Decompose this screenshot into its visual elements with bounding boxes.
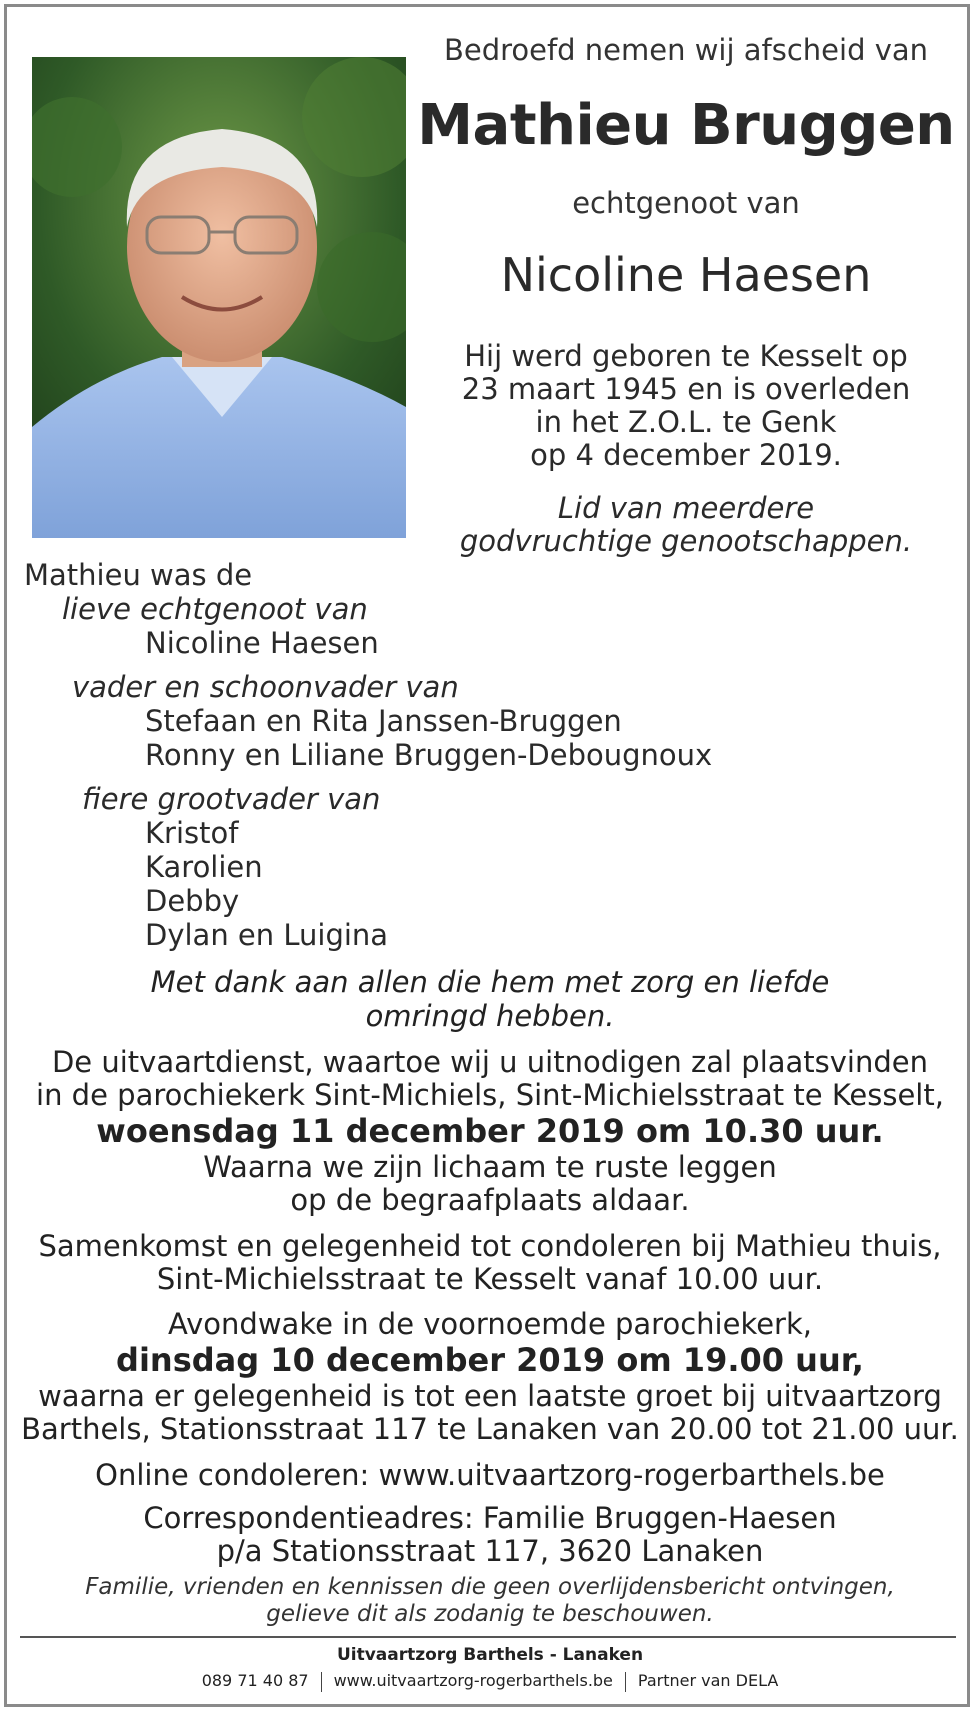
deceased-name: Mathieu Bruggen — [417, 93, 955, 158]
online-condolence: Online condoleren: www.uitvaartzorg-rogerbarthels.be — [95, 1458, 885, 1492]
separator — [321, 1672, 322, 1692]
portrait-photo — [32, 57, 406, 538]
bio-line: 23 maart 1945 en is overleden — [461, 372, 911, 406]
thanks-text — [20, 965, 960, 1033]
grandchild-entry: Kristof — [145, 816, 239, 850]
bio-line: Hij werd geboren te Kesselt op — [464, 339, 908, 373]
child-entry: Ronny en Liliane Bruggen-Debougnoux — [145, 738, 713, 772]
grandchildren-role: fiere grootvader van — [82, 782, 381, 816]
wake-date: dinsdag 10 december 2019 om 19.00 uur, — [116, 1341, 864, 1379]
funeral-home-name: Uitvaartzorg Barthels - Lanaken — [336, 1645, 644, 1665]
spouse-role: lieve echtgenoot van — [62, 592, 368, 626]
membership-line: Lid van meerdere — [557, 491, 815, 525]
separator — [625, 1672, 626, 1692]
partner-text: Partner van DELA — [637, 1671, 779, 1690]
notice-line: Familie, vrienden en kennissen die geen overlijdensbericht ontvingen, — [85, 1574, 895, 1600]
grandchild-entry: Karolien — [145, 850, 263, 884]
funeral-line: in de parochiekerk Sint-Michiels, Sint-Michielsstraat te Kesselt, — [36, 1078, 944, 1112]
funeral-date: woensdag 11 december 2019 om 10.30 uur. — [96, 1112, 884, 1150]
spouse-name: Nicoline Haesen — [500, 248, 872, 302]
membership-text — [410, 492, 962, 558]
correspondence-line: Correspondentieadres: Familie Bruggen-Haesen — [143, 1501, 837, 1535]
family-spouse: Nicoline Haesen — [145, 626, 379, 660]
spouse-intro: echtgenoot van — [572, 186, 800, 220]
membership-line: godvruchtige genootschappen. — [459, 524, 913, 558]
intro-text: Bedroefd nemen wij afscheid van — [443, 33, 929, 67]
wake-after-line: waarna er gelegenheid is tot een laatste groet bij uitvaartzorg — [38, 1379, 942, 1413]
gathering-line: Sint-Michielsstraat te Kesselt vanaf 10.00 uur. — [156, 1262, 824, 1296]
footer-contact — [0, 1671, 980, 1692]
gathering-line: Samenkomst en gelegenheid tot condoleren bij Mathieu thuis, — [38, 1229, 942, 1263]
footer-divider — [20, 1636, 956, 1638]
wake-after-line: Barthels, Stationsstraat 117 te Lanaken van 20.00 tot 21.00 uur. — [21, 1412, 959, 1446]
thanks-line: Met dank aan allen die hem met zorg en liefde — [150, 965, 830, 999]
wake-info — [20, 1308, 960, 1446]
bio-line: in het Z.O.L. te Genk — [535, 405, 837, 439]
grandchild-entry: Dylan en Luigina — [145, 918, 389, 952]
funeral-line: De uitvaartdienst, waartoe wij u uitnodigen zal plaatsvinden — [51, 1045, 929, 1079]
bio-text — [410, 340, 962, 472]
grandchild-entry: Debby — [145, 884, 240, 918]
gathering-info — [20, 1230, 960, 1296]
bio-line: op 4 december 2019. — [530, 438, 842, 472]
thanks-line: omringd hebben. — [365, 999, 615, 1033]
family-intro: Mathieu was de — [24, 558, 253, 592]
website-link[interactable]: www.uitvaartzorg-rogerbarthels.be — [333, 1671, 613, 1690]
funeral-after-line: op de begraafplaats aldaar. — [290, 1183, 690, 1217]
correspondence-address — [20, 1502, 960, 1568]
funeral-info — [20, 1046, 960, 1217]
notice-line: gelieve dit als zodanig te beschouwen. — [266, 1601, 714, 1627]
notice-text — [20, 1574, 960, 1628]
correspondence-line: p/a Stationsstraat 117, 3620 Lanaken — [216, 1534, 764, 1568]
funeral-after-line: Waarna we zijn lichaam te ruste leggen — [203, 1150, 777, 1184]
phone-number: 089 71 40 87 — [201, 1671, 309, 1690]
child-entry: Stefaan en Rita Janssen-Bruggen — [145, 704, 622, 738]
children-role: vader en schoonvader van — [72, 670, 459, 704]
wake-intro: Avondwake in de voornoemde parochiekerk, — [168, 1307, 812, 1341]
